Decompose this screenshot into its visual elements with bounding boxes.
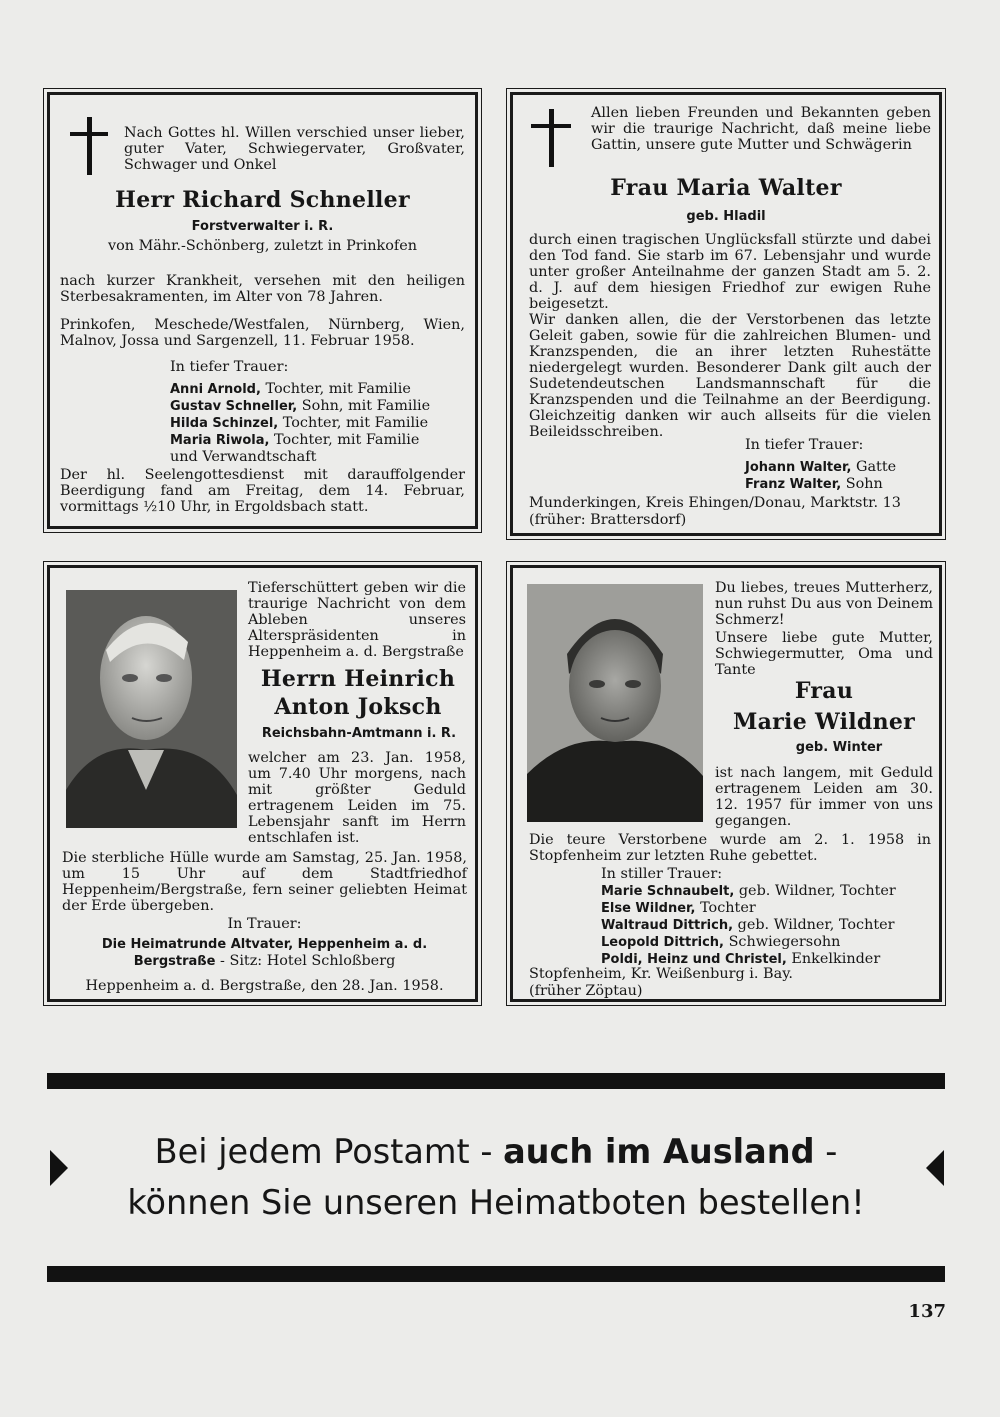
place-text: Stopfenheim, Kr. Weißenburg i. Bay. xyxy=(529,966,793,982)
obituary-walter xyxy=(510,92,942,536)
mourner: Gustav Schneller, Sohn, mit Familie xyxy=(170,398,431,414)
former-home: (früher: Brattersdorf) xyxy=(529,512,687,528)
mourner: Maria Riwola, Tochter, mit Familie xyxy=(170,432,420,448)
burial-text: Die teure Verstorbene wurde am 2. 1. 1958 in Stopfenheim zur letzten Ruhe gebettet. xyxy=(529,832,931,864)
mourners-list xyxy=(170,381,470,465)
death-text: nach kurzer Krankheit, versehen mit den heiligen Sterbesakramenten, im Alter von 78 Jahren. xyxy=(60,273,465,305)
obituary-wildner xyxy=(510,565,942,1002)
top-rule xyxy=(47,1073,945,1089)
org-text: Die Heimatrunde Altvater, Heppenheim a. d. Bergstraße - Sitz: Hotel Schloßberg xyxy=(101,937,428,969)
places-text: Prinkofen, Meschede/Westfalen, Nürnberg, Wien, Malnov, Jossa und Sargenzell, 11. Februar 1958. xyxy=(60,317,465,349)
mourner: Hilda Schinzel, Tochter, mit Familie xyxy=(170,415,429,431)
mourning-label: In tiefer Trauer: xyxy=(170,359,289,375)
death-text: welcher am 23. Jan. 1958, um 7.40 Uhr morgens, nach mit größter Geduld ertragenem Leiden im 75. Lebensjahr sanft im Herrn entschlafen ist. xyxy=(248,750,466,846)
place-text: Munderkingen, Kreis Ehingen/Donau, Marktstr. 13 xyxy=(529,495,901,511)
mourner: Poldi, Heinz und Christel, Enkelkinder xyxy=(601,951,881,967)
portrait-photo xyxy=(527,584,703,822)
deceased-name: Herrn Heinrich xyxy=(260,666,456,692)
mourner: Else Wildner, Tochter xyxy=(601,900,756,916)
page-number: 137 xyxy=(908,1301,946,1322)
death-text: durch einen tragischen Unglücksfall stürzte und dabei den Tod fand. Sie starb im 67. Lebensjahr und wurde unter großer Anteilnahme der ganzen Stadt am 5. 2. d. J. auf dem hiesigen Friedhof zur ewigen Ruhe beigesetzt. xyxy=(529,232,931,312)
cross-icon xyxy=(70,117,108,175)
advert-line-2: können Sie unseren Heimatboten bestellen! xyxy=(127,1183,865,1222)
intro-text: Du liebes, treues Mutterherz, nun ruhst Du aus von Deinem Schmerz! xyxy=(715,580,933,628)
mourner: Marie Schnaubelt, geb. Wildner, Tochter xyxy=(601,883,896,899)
mourner: Waltraud Dittrich, geb. Wildner, Tochter xyxy=(601,917,895,933)
intro-text: Tieferschüttert geben wir die traurige Nachricht von dem Ableben unseres Alterspräsidenten in Heppenheim a. d. Bergstraße xyxy=(248,580,466,660)
deceased-name: Frau Maria Walter xyxy=(610,175,842,201)
mourners-list xyxy=(601,883,935,968)
obituary-schneller xyxy=(47,92,478,529)
deceased-name: Frau xyxy=(794,678,854,704)
deceased-title: Reichsbahn-Amtmann i. R. xyxy=(261,726,457,741)
deceased-name: Herr Richard Schneller xyxy=(115,187,410,213)
deceased-name: Marie Wildner xyxy=(732,709,916,735)
deceased-name: Anton Joksch xyxy=(274,694,442,720)
cross-icon xyxy=(531,109,571,167)
burial-text: Die sterbliche Hülle wurde am Samstag, 25. Jan. 1958, um 15 Uhr auf dem Stadtfriedhof Heppenheim/Bergstraße, fern seiner geliebten Heimat der Erde übergeben. xyxy=(62,850,467,914)
deceased-title: Forstverwalter i. R. xyxy=(191,219,334,234)
mourner: Leopold Dittrich, Schwiegersohn xyxy=(601,934,841,950)
former-home: (früher Zöptau) xyxy=(529,983,643,999)
maiden-name: geb. Hladil xyxy=(686,209,766,224)
mourner: Anni Arnold, Tochter, mit Familie xyxy=(170,381,411,397)
maiden-name: geb. Winter xyxy=(795,740,883,755)
thanks-text: Wir danken allen, die der Verstorbenen das letzte Geleit gaben, sowie für die zahlreichen Blumen- und Kranzspenden, die an ihrer letzten Ruhestätte niedergelegt wurden. Besonderer Dank gilt auch der Sudetendeutschen Landsmannschaft für die Kranzspenden und die Teilnahme an der Beerdigung. Gleichzeitig danken wir auch allseits für die vielen Beileidsschreiben. xyxy=(529,312,931,440)
mourning-label: In stiller Trauer: xyxy=(601,866,723,882)
intro-text: Allen lieben Freunden und Bekannten geben wir die traurige Nachricht, daß meine liebe Gattin, unsere gute Mutter und Schwägerin xyxy=(591,105,931,153)
mourner: Franz Walter, Sohn xyxy=(745,476,883,492)
mourners-list xyxy=(745,459,935,493)
portrait-photo xyxy=(66,590,237,828)
origin-text: von Mähr.-Schönberg, zuletzt in Prinkofen xyxy=(107,238,418,254)
relatives: und Verwandtschaft xyxy=(170,449,317,465)
intro-text-2: Unsere liebe gute Mutter, Schwiegermutter, Oma und Tante xyxy=(715,630,933,678)
mourner: Johann Walter, Gatte xyxy=(745,459,897,475)
place-text: Heppenheim a. d. Bergstraße, den 28. Jan. 1958. xyxy=(85,978,444,994)
intro-text: Nach Gottes hl. Willen verschied unser lieber, guter Vater, Schwiegervater, Großvater, Schwager und Onkel xyxy=(124,125,465,173)
mass-text: Der hl. Seelengottesdienst mit darauffolgender Beerdigung fand am Freitag, dem 14. Februar, vormittags ½10 Uhr, in Ergoldsbach statt. xyxy=(60,467,465,515)
death-text: ist nach langem, mit Geduld ertragenem Leiden am 30. 12. 1957 für immer von uns gegangen. xyxy=(715,765,933,829)
advert-line-1: Bei jedem Postamt - auch im Ausland - xyxy=(154,1132,838,1171)
obituary-joksch xyxy=(47,565,478,1002)
mourning-label: In tiefer Trauer: xyxy=(745,437,864,453)
mourning-label: In Trauer: xyxy=(227,916,302,932)
bottom-rule xyxy=(47,1266,945,1282)
